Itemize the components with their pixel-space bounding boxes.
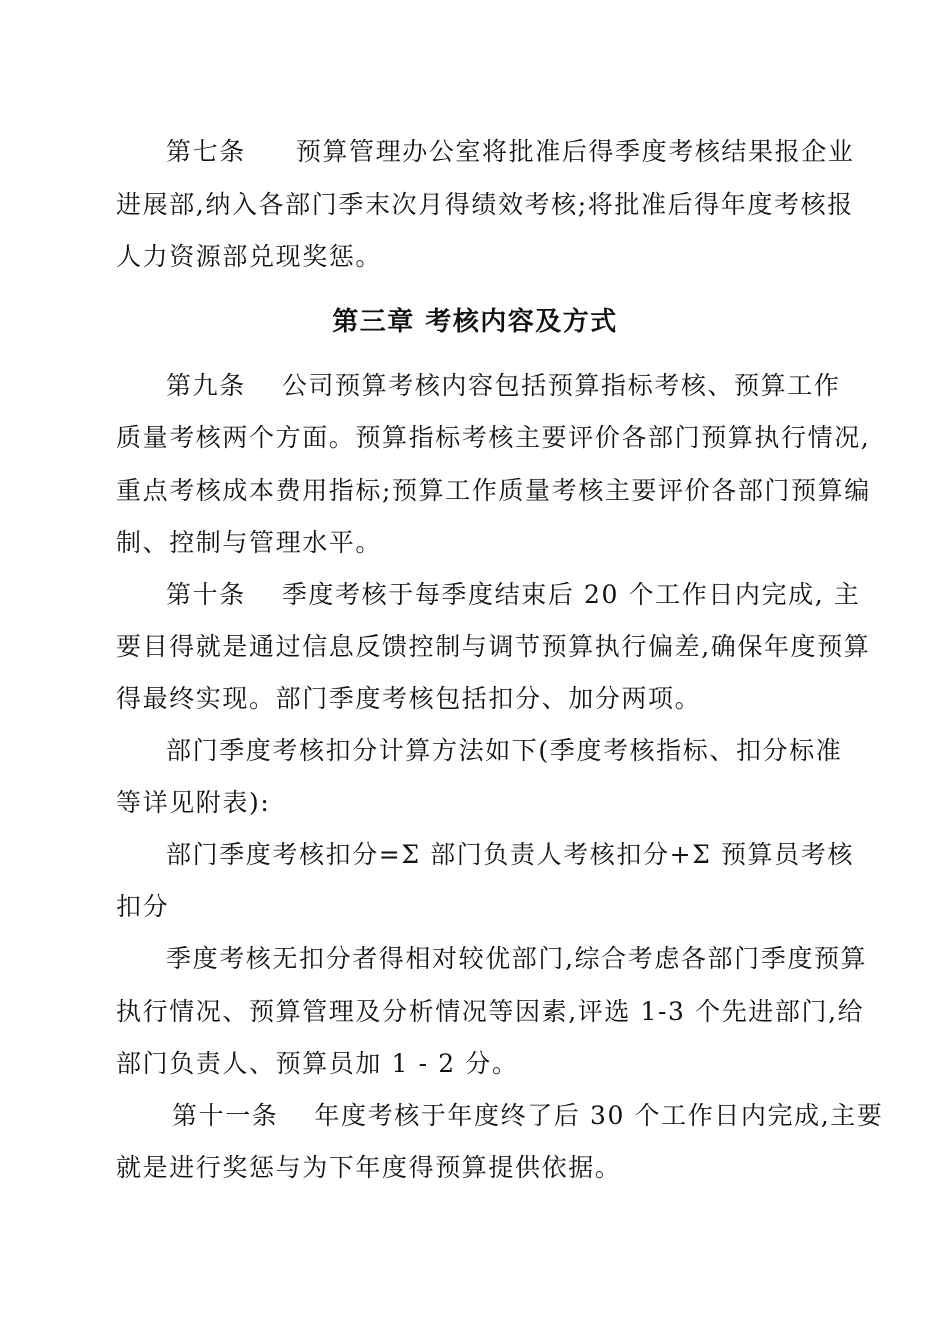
article-9-label: 第九条: [166, 371, 246, 400]
article-7-line-2: 进展部,纳入各部门季末次月得绩效考核;将批准后得年度考核报: [116, 190, 854, 219]
article-11-label: 第十一条: [172, 1101, 279, 1130]
article-11-line-2: 就是进行奖惩与为下年度得预算提供依据。: [116, 1153, 622, 1182]
article-10-line-1: 第十条 季度考核于每季度结束后 20 个工作日内完成, 主: [166, 580, 861, 609]
article-7-line-3: 人力资源部兑现奖惩。: [116, 242, 383, 271]
article-10-label: 第十条: [166, 580, 246, 609]
article-9-line-1: 第九条 公司预算考核内容包括预算指标考核、预算工作: [166, 371, 841, 400]
article-11-line-1: 第十一条 年度考核于年度终了后 30 个工作日内完成,主要: [172, 1101, 884, 1130]
formula-line-2: 扣分: [116, 892, 170, 921]
article-10-line-3: 得最终实现。部门季度考核包括扣分、加分两项。: [116, 684, 702, 713]
deduction-method-line-2: 等详见附表):: [116, 788, 271, 817]
article-9-line-2: 质量考核两个方面。预算指标考核主要评价各部门预算执行情况,: [116, 423, 871, 452]
article-7-line-1: 第七条 预算管理办公室将批准后得季度考核结果报企业: [166, 137, 855, 166]
article-9-line-3: 重点考核成本费用指标;预算工作质量考核主要评价各部门预算编: [116, 476, 871, 505]
formula-line-1: 部门季度考核扣分=Σ 部门负责人考核扣分+Σ 预算员考核: [166, 840, 854, 869]
article-7-label: 第七条: [166, 137, 246, 166]
bonus-line-2: 执行情况、预算管理及分析情况等因素,评选 1-3 个先进部门,给: [116, 997, 865, 1026]
bonus-line-3: 部门负责人、预算员加 1 - 2 分。: [116, 1049, 519, 1078]
deduction-method-line-1: 部门季度考核扣分计算方法如下(季度考核指标、扣分标准: [166, 736, 843, 765]
article-10-line-2: 要目得就是通过信息反馈控制与调节预算执行偏差,确保年度预算: [116, 632, 871, 661]
bonus-line-1: 季度考核无扣分者得相对较优部门,综合考虑各部门季度预算: [166, 944, 868, 973]
chapter-heading: 第三章 考核内容及方式: [332, 307, 618, 337]
article-9-line-4: 制、控制与管理水平。: [116, 528, 383, 557]
